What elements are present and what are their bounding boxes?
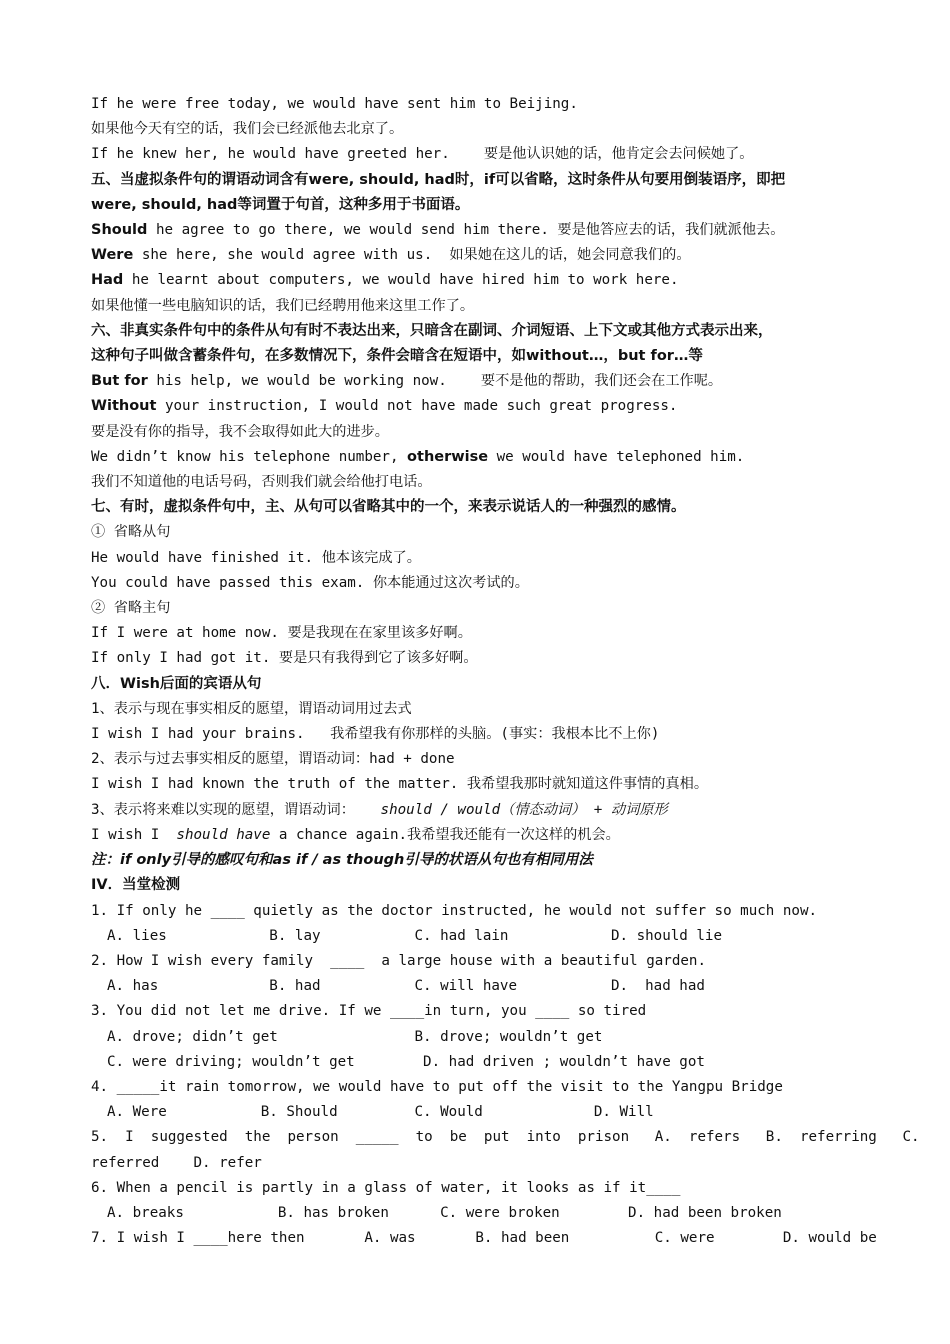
text-span: 7. I wish I ____here then A. was B. had been C. were D. would be xyxy=(91,1230,877,1247)
text-span: 2. How I wish every family ____ a large house with a beautiful garden. xyxy=(91,952,706,969)
text-line xyxy=(91,420,871,445)
text-span: 这种句子叫做含蓄条件句，在多数情况下，条件会暗含在短语中，如without…，but for…等 xyxy=(91,348,703,365)
text-line xyxy=(91,798,871,823)
text-line xyxy=(91,344,871,369)
text-line xyxy=(91,823,871,848)
text-span: C. were driving; wouldn’t get D. had driven ; wouldn’t have got xyxy=(107,1053,705,1070)
text-span: 3、表示将来难以实现的愿望，谓语动词： xyxy=(91,801,381,818)
text-span: his help, we would be working now. 要不是他的帮助，我们还会在工作呢。 xyxy=(147,373,723,390)
text-line xyxy=(91,1100,871,1125)
text-line xyxy=(91,1125,920,1150)
text-span: Were xyxy=(91,247,134,264)
text-line xyxy=(91,193,871,218)
text-line xyxy=(91,646,871,671)
text-span: I wish I had known the truth of the matter. 我希望我那时就知道这件事情的真相。 xyxy=(91,776,709,793)
text-span: 注：if only引导的感叹句和as if / as though引导的状语从句也有相同用法 xyxy=(91,852,593,869)
text-line xyxy=(91,243,871,268)
text-line xyxy=(91,168,871,193)
text-line xyxy=(91,873,871,898)
text-span: ① 省略从句 xyxy=(91,524,171,541)
text-line xyxy=(91,495,871,520)
text-line xyxy=(91,546,871,571)
text-span: If he knew her, he would have greeted her. 要是他认识她的话，他肯定会去问候她了。 xyxy=(91,146,754,163)
text-line xyxy=(91,924,871,949)
text-span: ② 省略主句 xyxy=(91,600,171,617)
text-span: A. breaks B. has broken C. were broken D. had been broken xyxy=(107,1204,782,1221)
text-line xyxy=(91,1025,871,1050)
text-line xyxy=(91,999,871,1024)
text-line xyxy=(91,697,871,722)
text-line xyxy=(91,142,871,167)
text-line xyxy=(91,772,871,797)
text-span: were, should, had等词置于句首，这种多用于书面语。 xyxy=(91,196,470,213)
text-span: But for xyxy=(91,373,148,390)
text-span: IV．当堂检测 xyxy=(91,877,181,894)
text-span: A. drove; didn’t get B. drove; wouldn’t get xyxy=(107,1028,603,1045)
text-span: a chance again.我希望我还能有一次这样的机会。 xyxy=(270,826,620,843)
text-span: 4. _____it rain tomorrow, we would have to put off the visit to the Yangpu Bridge xyxy=(91,1078,783,1095)
text-line xyxy=(91,520,871,545)
text-line xyxy=(91,1050,871,1075)
text-span: should / would（情态动词） + 动词原形 xyxy=(380,801,668,818)
text-span: your instruction, I would not have made such great progress. xyxy=(156,398,678,415)
text-span: we would have telephoned him. xyxy=(488,448,745,465)
text-span: I wish I had your brains. 我希望我有你那样的头脑。(事实：我根本比不上你) xyxy=(91,726,660,743)
text-line xyxy=(91,747,871,772)
text-span: she here, she would agree with us. 如果她在这儿的话，她会同意我们的。 xyxy=(133,247,691,264)
text-span: Should xyxy=(91,222,148,239)
text-span: 五、当虚拟条件句的谓语动词含有were, should, had时，if可以省略，这时条件从句要用倒装语序，即把 xyxy=(91,171,786,188)
text-line xyxy=(91,596,871,621)
text-span: A. Were B. Should C. Would D. Will xyxy=(107,1104,654,1121)
text-span: otherwise xyxy=(407,448,489,465)
text-span: 如果他懂一些电脑知识的话，我们已经聘用他来这里工作了。 xyxy=(91,297,475,314)
text-span: A. lies B. lay C. had lain D. should lie xyxy=(107,927,722,944)
text-line xyxy=(91,394,871,419)
text-span: A. has B. had C. will have D. had had xyxy=(107,978,705,995)
text-line xyxy=(91,949,871,974)
text-line xyxy=(91,1226,877,1251)
text-line xyxy=(91,470,871,495)
text-span: 1、表示与现在事实相反的愿望，谓语动词用过去式 xyxy=(91,700,412,717)
text-span: 八．Wish后面的宾语从句 xyxy=(91,675,262,692)
text-span: 5. I suggested the person _____ to be put into prison A. refers B. referring C. xyxy=(91,1129,920,1146)
text-line xyxy=(91,445,871,470)
text-line xyxy=(91,974,871,999)
text-span: 1. If only he ____ quietly as the doctor instructed, he would not suffer so much now. xyxy=(91,902,818,919)
text-line xyxy=(91,117,871,142)
text-line xyxy=(91,1201,871,1226)
text-span: 六、非真实条件句中的条件从句有时不表达出来，只暗含在副词、介词短语、上下文或其他方式表示出来， xyxy=(91,322,773,339)
text-span: 我们不知道他的电话号码，否则我们就会给他打电话。 xyxy=(91,474,432,491)
text-span: should have xyxy=(176,826,271,843)
text-span: 2、表示与过去事实相反的愿望，谓语动词：had + done xyxy=(91,751,455,768)
text-span: If I were at home now. 要是我现在在家里该多好啊。 xyxy=(91,625,472,642)
text-span: 6. When a pencil is partly in a glass of water, it looks as if it____ xyxy=(91,1179,681,1196)
text-line xyxy=(91,672,871,697)
text-line xyxy=(91,621,871,646)
text-span: He would have finished it. 他本该完成了。 xyxy=(91,549,421,566)
text-line xyxy=(91,218,871,243)
text-span: If only I had got it. 要是只有我得到它了该多好啊。 xyxy=(91,650,478,667)
text-span: I wish I xyxy=(91,826,177,843)
text-span: 要是没有你的指导，我不会取得如此大的进步。 xyxy=(91,423,389,440)
text-line xyxy=(91,571,871,596)
text-span: 七、有时，虚拟条件句中，主、从句可以省略其中的一个，来表示说话人的一种强烈的感情。 xyxy=(91,499,686,516)
text-span: Without xyxy=(91,398,157,415)
text-line xyxy=(91,1151,871,1176)
text-line xyxy=(91,92,871,117)
text-span: We didn’t know his telephone number, xyxy=(91,448,408,465)
text-span: he learnt about computers, we would have hired him to work here. xyxy=(123,272,679,289)
text-span: referred D. refer xyxy=(91,1154,262,1171)
text-line xyxy=(91,1075,871,1100)
text-line xyxy=(91,294,871,319)
text-line xyxy=(91,899,871,924)
text-line xyxy=(91,848,871,873)
text-span: 3. You did not let me drive. If we ____in turn, you ____ so tired xyxy=(91,1003,647,1020)
text-span: 如果他今天有空的话，我们会已经派他去北京了。 xyxy=(91,121,404,138)
text-line xyxy=(91,369,871,394)
text-line xyxy=(91,1176,871,1201)
text-line xyxy=(91,722,871,747)
text-span: he agree to go there, we would send him there. 要是他答应去的话，我们就派他去。 xyxy=(147,222,785,239)
text-span: You could have passed this exam. 你本能通过这次考试的。 xyxy=(91,574,529,591)
text-line xyxy=(91,319,871,344)
text-span: Had xyxy=(91,272,124,289)
document-page xyxy=(91,92,920,1251)
text-line xyxy=(91,268,871,293)
text-span: If he were free today, we would have sent him to Beijing. xyxy=(91,96,578,112)
